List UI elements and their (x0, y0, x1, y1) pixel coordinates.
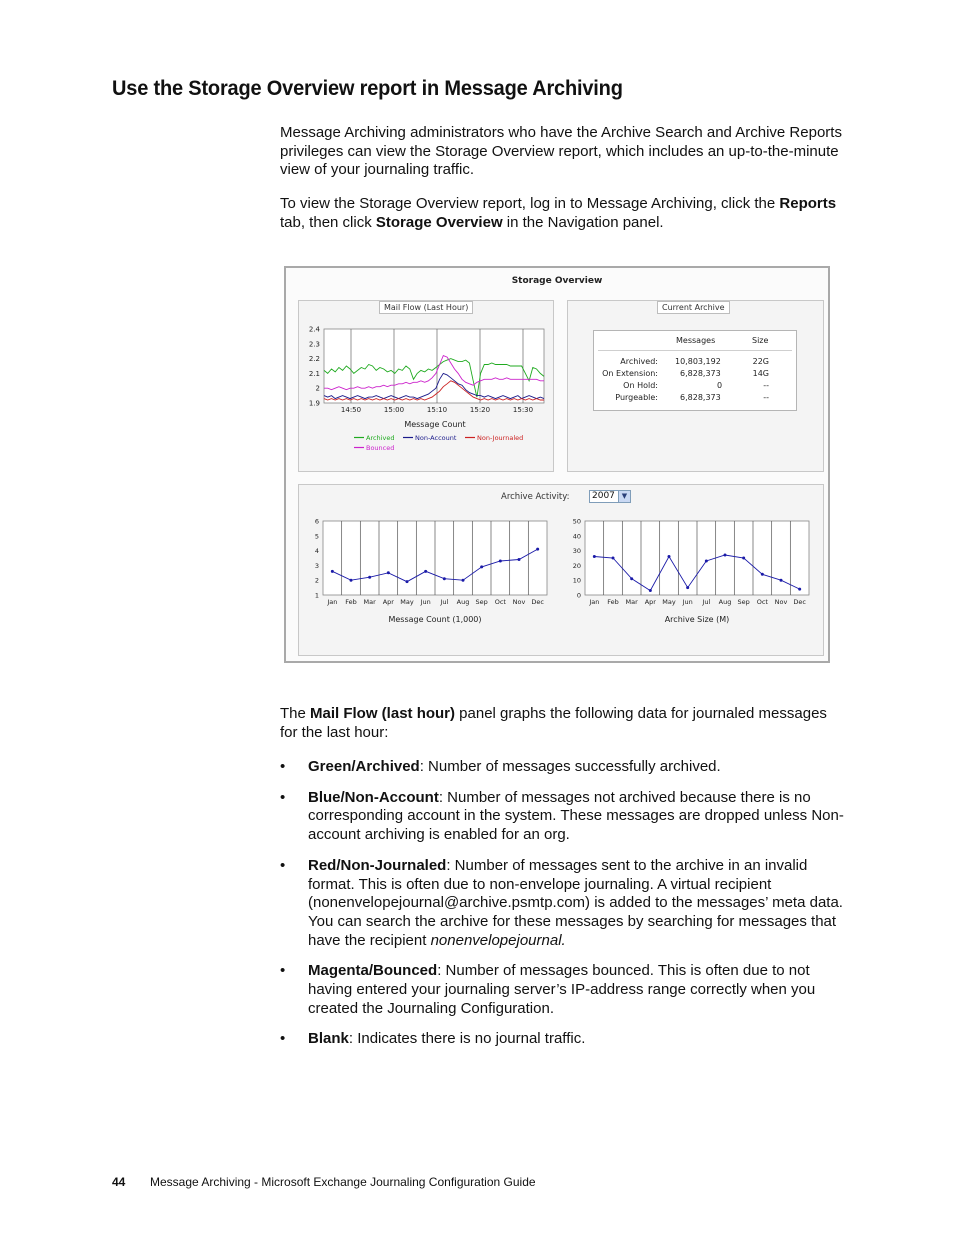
x-tick-label: Mar (363, 598, 376, 606)
x-tick-label: Jul (440, 598, 449, 606)
data-point (742, 557, 745, 560)
data-point (462, 579, 465, 582)
y-tick-label: 0 (576, 591, 581, 600)
x-tick-label: Nov (512, 598, 526, 606)
row-label: On Extension: (602, 369, 658, 378)
x-tick-label: 14:50 (340, 406, 362, 414)
bullet-icon: • (280, 1030, 286, 1048)
bullet-term: Blue/Non-Account (308, 788, 439, 806)
instructions-middle: tab, then click (280, 213, 376, 231)
x-tick-label: Sep (475, 598, 488, 606)
y-tick-label: 2.1 (308, 369, 320, 378)
y-tick-label: 2 (315, 384, 320, 393)
row-messages: 10,803,192 (675, 357, 721, 366)
y-tick-label: 2.3 (308, 340, 320, 349)
x-tick-label: Dec (793, 598, 806, 606)
data-point (649, 589, 652, 592)
x-tick-label: Aug (718, 598, 732, 606)
legend-entry: Non-Journaled (477, 434, 524, 442)
x-tick-label: Apr (382, 598, 394, 606)
data-point (443, 577, 446, 580)
figure-title: Storage Overview (511, 276, 603, 286)
data-point (518, 558, 521, 561)
x-axis-label: Message Count (1,000) (388, 615, 482, 624)
x-tick-label: May (400, 598, 414, 606)
x-tick-label: May (662, 598, 676, 606)
message-count-chart (299, 505, 561, 655)
row-messages: 6,828,373 (680, 393, 721, 402)
x-tick-label: Feb (607, 598, 619, 606)
bullet-icon: • (280, 962, 286, 980)
data-point (705, 559, 708, 562)
data-point (724, 554, 727, 557)
instructions-prefix: To view the Storage Overview report, log in to Message Archiving, click the (280, 195, 780, 212)
footer-title: Message Archiving - Microsoft Exchange Journaling Configuration Guide (150, 1175, 536, 1189)
y-tick-label: 2.2 (308, 355, 320, 364)
y-tick-label: 2.4 (308, 325, 320, 334)
y-tick-label: 50 (572, 517, 581, 526)
chevron-down-icon[interactable]: ▼ (618, 491, 630, 502)
legend-entry: Non-Account (415, 434, 457, 442)
mailflow-term: Mail Flow (last hour) (310, 705, 456, 722)
table-row (594, 381, 796, 393)
current-archive-table (593, 330, 797, 411)
legend-entry: Bounced (366, 444, 395, 452)
bullet-text: : Number of messages sent to the archive in an invalid format. This is often due to non-envelope journaling. A virtual recipient (nonenvelopejournal@archive.psmtp.com) is added to the messages’ meta data. You can search the archive for these messages by searching for messages that have the recipient (308, 856, 843, 949)
x-tick-label: Oct (756, 598, 768, 606)
list-item (280, 758, 846, 777)
col-messages-header: Messages (676, 336, 716, 345)
current-archive-panel (567, 300, 824, 472)
bullet-term: Green/Archived (308, 758, 420, 775)
y-tick-label: 20 (572, 561, 581, 570)
instructions-suffix: in the Navigation panel. (502, 213, 664, 231)
row-messages: 6,828,373 (680, 369, 721, 378)
data-point (761, 573, 764, 576)
x-tick-label: Oct (494, 598, 506, 606)
data-point (593, 555, 596, 558)
x-tick-label: Feb (345, 598, 357, 606)
y-tick-label: 4 (314, 547, 319, 556)
y-tick-label: 6 (314, 517, 319, 526)
row-size: -- (763, 393, 769, 402)
mail-flow-panel (298, 300, 554, 472)
x-tick-label: Jul (702, 598, 711, 606)
x-tick-label: Sep (737, 598, 750, 606)
y-tick-label: 5 (314, 532, 319, 541)
x-tick-label: Jan (327, 598, 338, 606)
row-label: Archived: (620, 357, 658, 366)
mailflow-intro-paragraph (280, 705, 846, 742)
row-label: Purgeable: (615, 393, 658, 402)
data-point (350, 579, 353, 582)
row-messages: 0 (717, 381, 723, 390)
intro-paragraph: Message Archiving administrators who have the Archive Search and Archive Reports privileges can view the Storage Overview report, which includes an up-to-the-minute view of your journaling traffic. (280, 124, 842, 179)
list-item (280, 789, 846, 845)
y-tick-label: 1 (314, 591, 319, 600)
table-row (594, 357, 796, 369)
storage-overview-term: Storage Overview (375, 213, 503, 231)
archive-size-chart (561, 505, 823, 655)
year-select-value: 2007 (592, 491, 615, 501)
row-label: On Hold: (623, 381, 658, 390)
bullet-term: Blank (308, 1030, 349, 1048)
table-divider (598, 350, 792, 351)
data-point (536, 548, 539, 551)
data-point (331, 570, 334, 573)
data-point (668, 555, 671, 558)
row-size: 22G (752, 357, 769, 366)
bullet-text: : Number of messages successfully archived. (419, 758, 721, 775)
x-tick-label: 15:30 (512, 406, 534, 414)
y-tick-label: 10 (572, 576, 581, 585)
data-point (368, 576, 371, 579)
x-tick-label: 15:00 (383, 406, 405, 414)
data-point (630, 577, 633, 580)
y-tick-label: 2 (314, 576, 319, 585)
x-tick-label: Jan (589, 598, 600, 606)
x-tick-label: Dec (531, 598, 544, 606)
y-tick-label: 3 (314, 561, 319, 570)
x-tick-label: Jun (682, 598, 693, 606)
bullet-text: : Number of messages not archived because there is no corresponding account in the system. These messages are dropped unless Non-account archiving is enabled for an org. (308, 788, 844, 844)
data-point (686, 586, 689, 589)
data-point (406, 580, 409, 583)
list-item (280, 857, 846, 951)
bullet-text: : Number of messages bounced. This is often due to not having entered your journaling server’s IP-address range correctly when you created the Journaling Configuration. (308, 962, 816, 1017)
mail-flow-label: Mail Flow (Last Hour) (379, 301, 473, 314)
current-archive-label: Current Archive (657, 301, 730, 314)
archive-activity-label: Archive Activity: (501, 492, 570, 502)
mail-flow-chart (299, 301, 553, 471)
row-size: 14G (752, 369, 769, 378)
bullet-icon: • (280, 788, 286, 806)
bullet-term: Magenta/Bounced (308, 962, 438, 980)
table-row (594, 393, 796, 405)
bullet-italic: nonenvelopejournal. (430, 931, 566, 949)
mailflow-intro-prefix: The (280, 705, 311, 722)
x-tick-label: Jun (420, 598, 431, 606)
x-axis-label: Message Count (404, 420, 466, 429)
legend-explanation-list (280, 758, 846, 1061)
archive-activity-panel (298, 484, 824, 656)
x-tick-label: 15:20 (469, 406, 491, 414)
x-axis-label: Archive Size (M) (664, 615, 730, 624)
data-point (424, 570, 427, 573)
table-row (594, 369, 796, 381)
row-size: -- (763, 381, 769, 390)
bullet-term: Red/Non-Journaled (308, 856, 447, 874)
bullet-text: : Indicates there is no journal traffic. (348, 1030, 586, 1048)
year-select[interactable] (589, 490, 631, 503)
col-size-header: Size (752, 336, 769, 345)
mailflow-intro-suffix: panel graphs the following data for journaled messages for the last hour: (280, 705, 827, 741)
page-heading: Use the Storage Overview report in Message Archiving (112, 76, 623, 100)
data-point (798, 588, 801, 591)
page-number: 44 (112, 1175, 126, 1189)
y-tick-label: 40 (572, 532, 581, 541)
bullet-icon: • (280, 758, 286, 775)
list-item (280, 1030, 846, 1049)
x-tick-label: Mar (625, 598, 638, 606)
data-point (499, 559, 502, 562)
legend-entry: Archived (366, 434, 395, 442)
list-item (280, 962, 846, 1018)
x-tick-label: 15:10 (426, 406, 448, 414)
x-tick-label: Apr (644, 598, 656, 606)
data-point (612, 557, 615, 560)
reports-tab-term: Reports (779, 195, 837, 212)
x-tick-label: Aug (456, 598, 470, 606)
y-tick-label: 1.9 (308, 399, 320, 408)
instructions-paragraph (280, 195, 846, 232)
data-point (480, 565, 483, 568)
y-tick-label: 30 (572, 547, 581, 556)
data-point (780, 579, 783, 582)
data-point (387, 571, 390, 574)
x-tick-label: Nov (774, 598, 788, 606)
storage-overview-screenshot (284, 266, 830, 663)
bullet-icon: • (280, 856, 286, 874)
